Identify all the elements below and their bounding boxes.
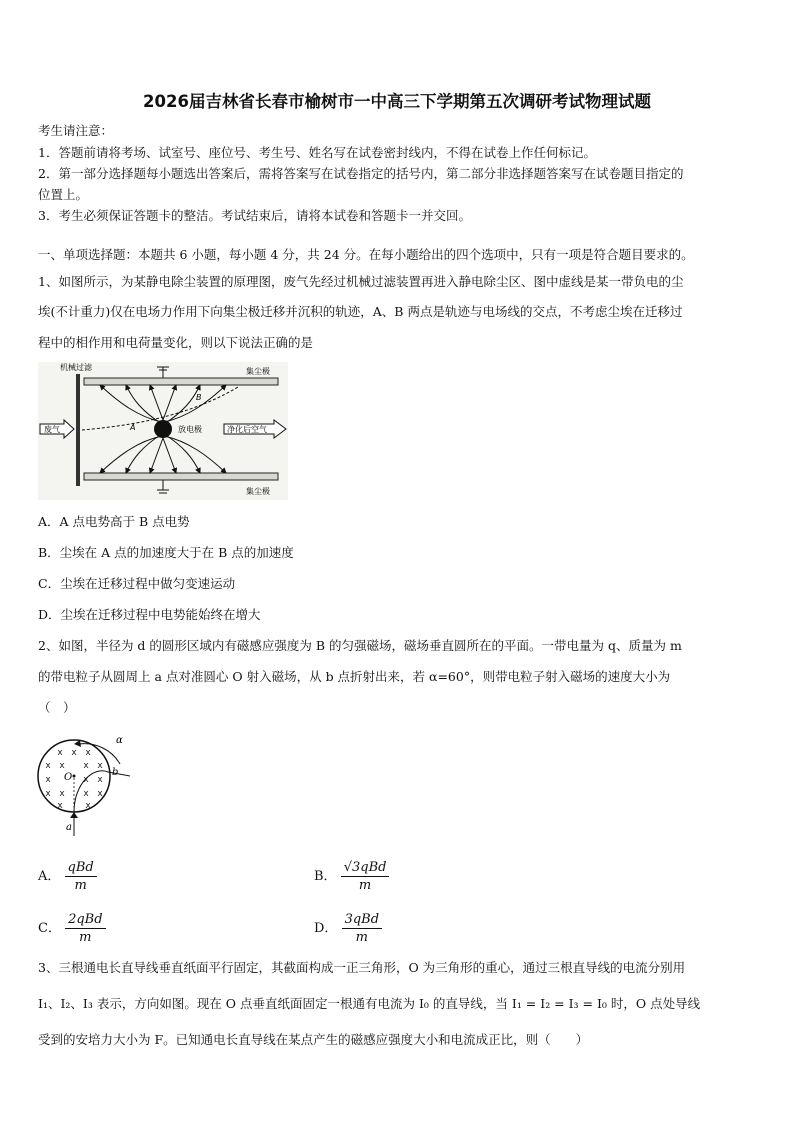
gas-in-label: 废气 [44,425,60,434]
question-3-text: 3、三根通电长直导线垂直纸面平行固定，其截面构成一正三角形，O 为三角形的重心，通过三根直导线的电流分别用 [38,960,686,975]
precipitator-figure [38,362,288,500]
option-a: A．A 点电势高于 B 点电势 [38,514,190,529]
notice-item: 位置上。 [38,187,89,202]
option-d [314,912,382,945]
field-mark: x [45,789,51,799]
field-mark: x [97,789,103,799]
field-mark: x [83,789,89,799]
gas-out-label: 净化后空气 [227,425,267,434]
field-mark: x [45,761,51,771]
option-label: D． [314,921,338,936]
option-b [314,860,389,893]
option-label: B． [314,869,337,884]
question-2-text: 2、如图，半径为 d 的圆形区域内有磁感应强度为 B 的匀强磁场，磁场垂直圆所在的平面。一带电量为 q、质量为 m [38,638,682,653]
question-3-text: I₁、I₂、I₃ 表示，方向如图。现在 O 点垂直纸面固定一根通有电流为 I₀ 的直导线，当 I₁ = I₂ = I₃ = I₀ 时，O 点处导线 [38,996,701,1011]
field-mark: x [71,748,77,758]
discharge-label: 放电极 [178,425,202,434]
fraction [342,912,382,945]
notice-heading: 考生请注意： [38,123,114,138]
denominator: m [358,878,372,893]
option-c: C．尘埃在迁移过程中做匀变速运动 [38,576,236,591]
fraction [65,860,97,893]
collector-plate-top [84,378,278,385]
collector-plate-bottom [84,473,278,480]
field-mark: x [59,789,65,799]
option-d: D．尘埃在迁移过程中电势能始终在增大 [38,607,261,622]
denominator: m [355,930,368,945]
notice-item: 2．第一部分选择题每小题选出答案后，需将答案写在试卷指定的括号内，第二部分非选择题答案写在试卷题目指定的 [38,166,684,181]
option-a [38,860,97,893]
field-mark: x [83,761,89,771]
point-a-label: A [130,423,136,432]
filter-label: 机械过滤 [60,363,92,372]
field-mark: x [59,761,65,771]
label-a: a [66,822,72,833]
field-mark: x [45,775,51,785]
question-1-text: 程中的相作用和电荷量变化，则以下说法正确的是 [38,335,314,350]
collector-top-label: 集尘极 [246,367,270,376]
field-mark: x [85,801,91,811]
notice-item: 1．答题前请将考场、试室号、座位号、考生号、姓名写在试卷密封线内，不得在试卷上作任何标记。 [38,145,596,160]
discharge-electrode [154,420,172,438]
field-mark: x [97,775,103,785]
filter-wall [76,374,80,486]
question-1-text: 1、如图所示，为某静电除尘装置的原理图，废气先经过机械过滤装置再进入静电除尘区、图中虚线是某一带负电的尘 [38,274,684,289]
label-o: O [64,772,73,783]
option-c [38,912,106,945]
numerator: 2qBd [65,912,105,929]
label-alpha: α [116,735,123,746]
page-title: 2026届吉林省长春市榆树市一中高三下学期第五次调研考试物理试题 [143,92,651,111]
notice-item: 3．考生必须保证答题卡的整洁。考试结束后，请将本试卷和答题卡一并交回。 [38,208,471,223]
numerator: √3qBd [341,860,390,877]
option-label: C． [38,921,61,936]
fraction [65,912,105,945]
fraction [341,860,390,893]
collector-bottom-label: 集尘极 [246,487,270,496]
denominator: m [79,930,92,945]
point-b-label: B [196,393,202,402]
denominator: m [74,878,87,893]
question-2-text: 的带电粒子从圆周上 a 点对准圆心 O 射入磁场，从 b 点折射出来，若 α=60°，则带电粒子射入磁场的速度大小为 [38,669,671,684]
label-b: b [112,767,119,778]
field-mark: x [83,775,89,785]
section-heading: 一、单项选择题：本题共 6 小题，每小题 4 分，共 24 分。在每小题给出的四个选项中，只有一项是符合题目要求的。 [38,247,694,262]
numerator: qBd [65,860,97,877]
field-mark: x [57,801,63,811]
field-mark: x [57,748,63,758]
answer-bracket: （ ） [38,700,76,715]
magnetic-field-figure [34,728,144,840]
field-mark: x [85,748,91,758]
numerator: 3qBd [342,912,382,929]
question-3-text: 受到的安培力大小为 F。已知通电长直导线在某点产生的磁感应强度大小和电流成正比，则（ ） [38,1032,589,1047]
option-label: A． [38,869,61,884]
field-mark: x [97,761,103,771]
option-b: B．尘埃在 A 点的加速度大于在 B 点的加速度 [38,545,294,560]
question-1-text: 埃(不计重力)仅在电场力作用下向集尘极迁移并沉积的轨迹，A、B 两点是轨迹与电场线的交点，不考虑尘埃在迁移过 [38,304,683,319]
